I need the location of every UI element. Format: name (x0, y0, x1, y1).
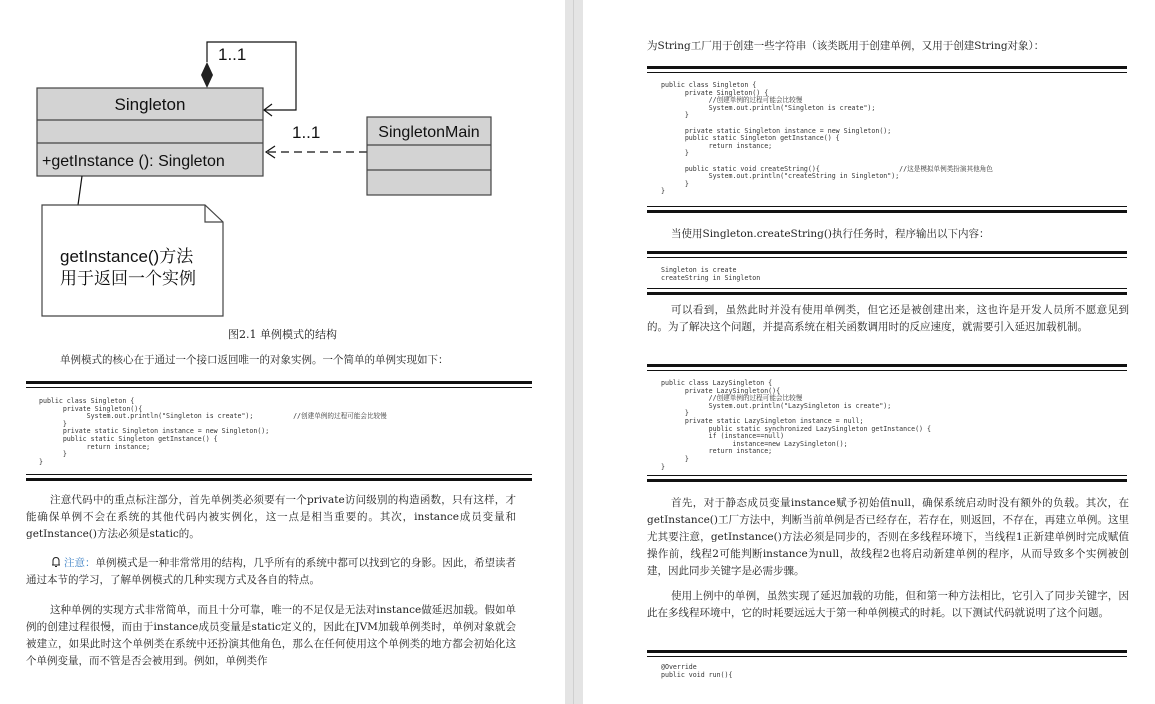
code-text: public class Singleton { private Singleton() { //创建单例的过程可能会比较慢 System.out.println("Singleton is create"); } private static Singleton instance = new Singleton(); public static Singleton getInstance() { return instance; } public static void createString(){ //这是模拟单例类扮演其他角色 System.out.println("createString in Singleton"); } } (661, 81, 993, 196)
code-block-test (647, 650, 1127, 704)
paragraph-lazy-explanation: 首先，对于静态成员变量instance赋予初始值null，确保系统启动时没有额外的负载。其次，在getInstance()工厂方法中，判断当前单例是否已经存在，若存在，则返回，不存在，再建立单例。这里尤其要注意，getInstance()方法必须是同步的，否则在多线程环境下，当线程1正新建单例时完成赋值操作前，线程2可能判断instance为null，故线程2也将启动新建单例的程序，从而导致多个实例被创建，因此同步关键字是必需步骤。 (647, 497, 1129, 577)
paragraph-lazy-loading: 这种单例的实现方式非常简单，而且十分可靠，唯一的不足仅是无法对instance做延迟加载。假如单例的创建过程很慢，而由于instance成员变量是static定义的，因此在JVM加载单例类时，单例对象就会被建立，如果此时这个单例类在系统中还扮演其他角色，那么在任何使用这个单例类的地方都会初始化这个单例变量，而不管是否会被用到。例如，单例类作 (26, 604, 516, 667)
code-text: @Override public void run(){ (661, 663, 733, 679)
paragraph-delay-loading: 可以看到，虽然此时并没有使用单例类，但它还是被创建出来，这也许是开发人员所不愿意见到的。为了解决这个问题，并提高系统在相关函数调用时的反应速度，就需要引入延迟加载机制。 (647, 304, 1129, 333)
note-text: 单例模式是一种非常常用的结构，几乎所有的系统中都可以找到它的身影。因此，希望读者通过本节的学习，了解单例模式的几种实现方式及各自的特点。 (26, 557, 516, 586)
code-text: public class LazySingleton { private LazySingleton(){ //创建单例的过程可能会比较慢 System.out.println("LazySingleton is create"); } private static LazySingleton instance = null; public static synchronized LazySingleton getInstance() { if (instance==null) instance=new LazySingleton(); return instance; } } (661, 379, 931, 471)
right-page (583, 0, 1155, 704)
paragraph-output-intro: 当使用Singleton.createString()执行任务时，程序输出以下内容： (671, 228, 990, 240)
note-line2: 用于返回一个实例 (60, 269, 196, 288)
note-line1: getInstance()方法 (60, 247, 194, 266)
uml-class-diagram (0, 0, 565, 330)
composition-diamond (201, 62, 213, 88)
code-block-singleton (26, 381, 532, 481)
singleton-main-name: SingletonMain (378, 124, 480, 141)
paragraph-private-constructor: 注意代码中的重点标注部分，首先单例类必须要有一个private访问级别的构造函数，只有这样，才能确保单例不会在系统的其他代码内被实例化，这一点是相当重要的。其次，instance成员变量和getInstance()方法必须是static的。 (26, 494, 516, 540)
intro-paragraph: 单例模式的核心在于通过一个接口返回唯一的对象实例。一个简单的单例实现如下： (60, 354, 449, 366)
multiplicity-top: 1..1 (218, 45, 247, 64)
singleton-class-name: Singleton (114, 95, 186, 114)
left-page (0, 0, 565, 704)
code-text: public class Singleton { private Singleton(){ System.out.println("Singleton is create"); //创建单例的过程可能会比较慢 } private static Singleton instance = new Singleton(); public static Singleton getInstance() { return instance; } } (39, 397, 387, 466)
code-block-output (647, 251, 1127, 295)
code-block-lazy-singleton (647, 364, 1127, 482)
note-paragraph (26, 555, 516, 589)
bell-icon (50, 556, 62, 568)
singleton-method: +getInstance (): Singleton (42, 153, 225, 170)
figure-caption: 图2.1 单例模式的结构 (228, 328, 337, 341)
output-text: Singleton is create createString in Singleton (661, 266, 761, 282)
note-connector (78, 176, 82, 205)
multiplicity-right: 1..1 (292, 123, 321, 142)
paragraph-string-factory: 为String工厂用于创建一些字符串（该类既用于创建单例，又用于创建String对象）： (647, 40, 1045, 52)
code-block-create-string (647, 66, 1127, 213)
page-gutter (565, 0, 583, 704)
paragraph-sync-cost: 使用上例中的单例，虽然实现了延迟加载的功能，但和第一种方法相比，它引入了同步关键字，因此在多线程环境中，它的时耗要远远大于第一种单例模式的时耗。以下测试代码就说明了这个问题。 (647, 590, 1129, 619)
note-label: 注意： (64, 557, 96, 569)
